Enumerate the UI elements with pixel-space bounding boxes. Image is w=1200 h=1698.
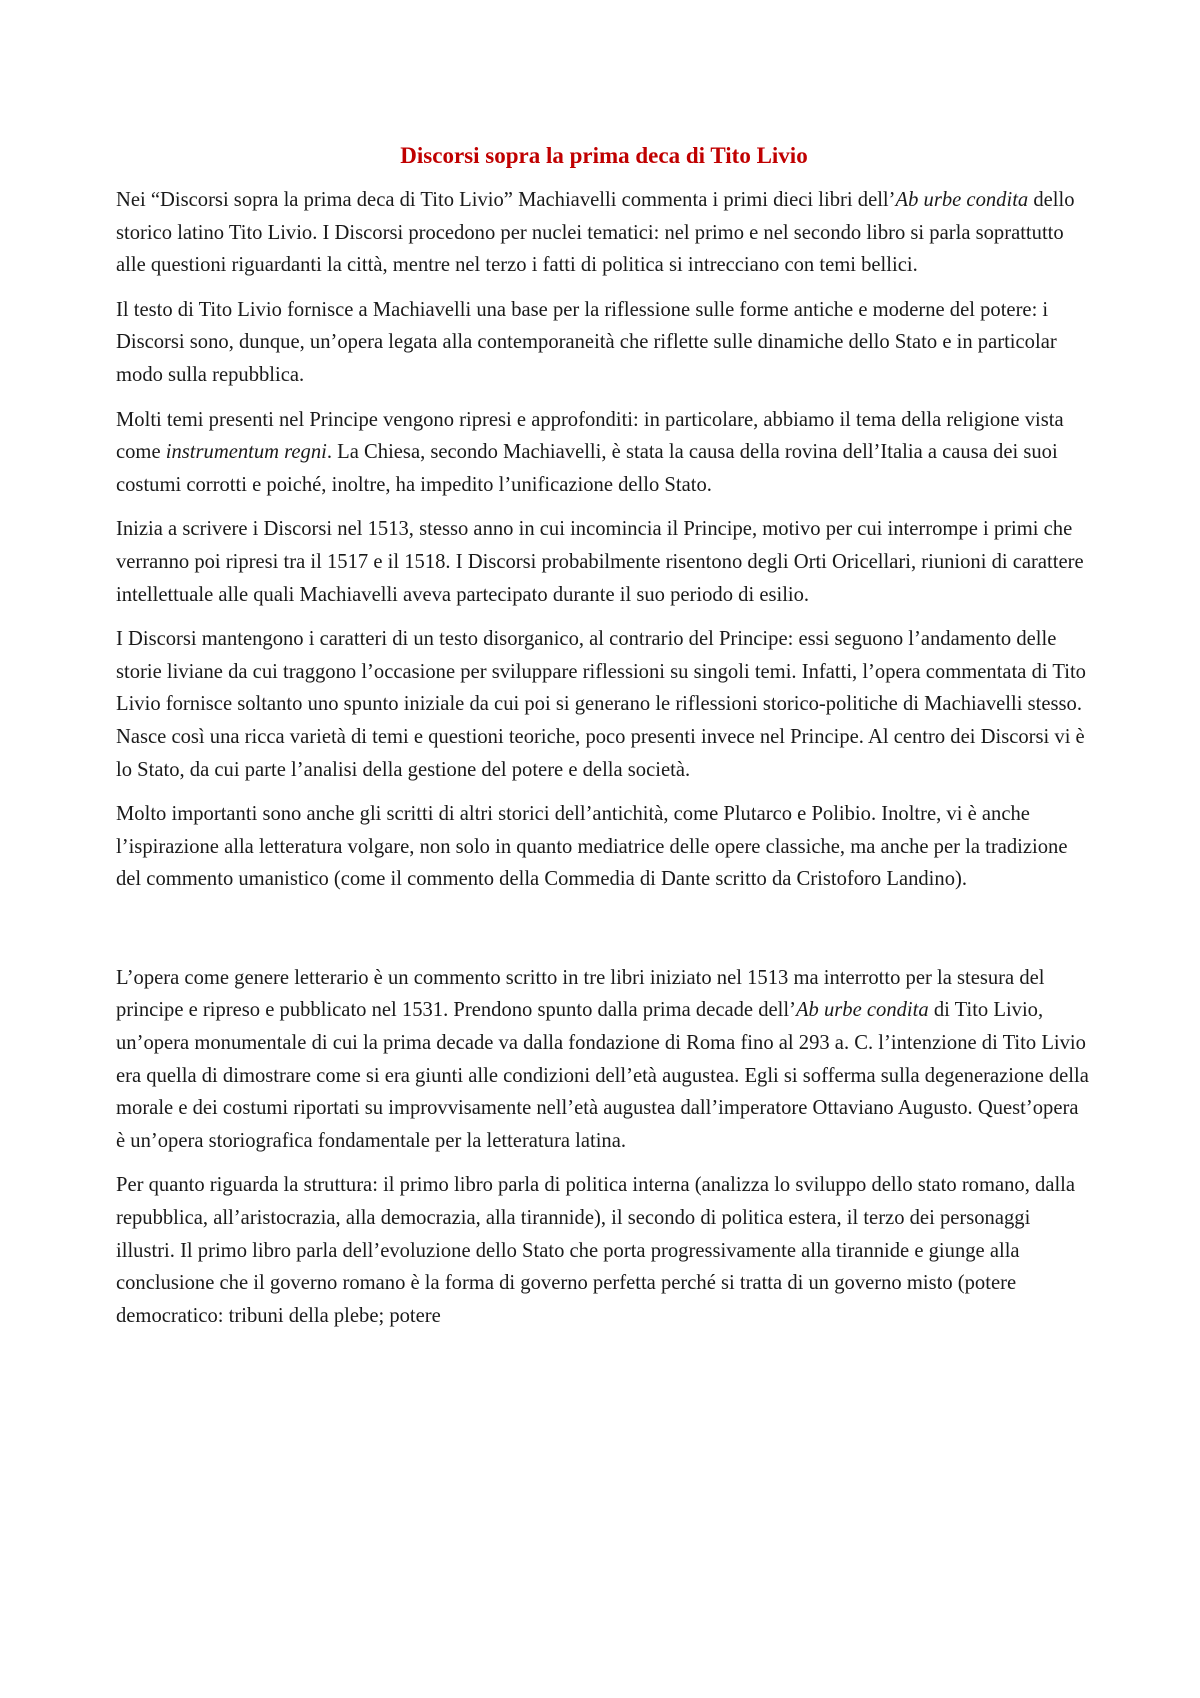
paragraph-1-rest: dello storico latino Tito Livio. I Discorsi procedono per nuclei tematici: nel primo e nel secondo libro si parla soprattutto alle questioni riguardanti la città, mentre nel terzo i fatti di politica si intrecciano con temi bellici.: [116, 189, 1075, 277]
paragraph-7: [116, 962, 1092, 1158]
paragraph-3-rest: . La Chiesa, secondo Machiavelli, è stata la causa della rovina dell’Italia a causa dei suoi costumi corrotti e poiché, inoltre, ha impedito l’unificazione dello Stato.: [116, 441, 1058, 496]
document-body: [116, 140, 1092, 1344]
paragraph-3-italic: instrumentum regni: [165, 441, 327, 464]
paragraph-7-rest: di Tito Livio, un’opera monumentale di cui la prima decade va dalla fondazione di Roma fino al 293 a. C. l’intenzione di Tito Livio era quella di dimostrare come si era giunti alle condizioni dell’età augustea. Egli si sofferma sulla degenerazione della morale e dei costumi riportati su improvvisamente nell’età augustea dall’imperatore Ottaviano Augusto. Quest’opera è un’opera storiografica fondamentale per la letteratura latina.: [116, 999, 1089, 1152]
blank-line: [116, 908, 1092, 962]
paragraph-3: [116, 404, 1092, 502]
paragraph-7-intro: L’opera come genere letterario è un commento scritto in tre libri iniziato nel 1513 ma interrotto per la stesura del principe e ripreso e pubblicato nel 1531. Prendono spunto dalla prima decade dell’: [116, 966, 1045, 1022]
paragraph-1-intro: Nei “Discorsi sopra la prima deca di Tito Livio” Machiavelli commenta i primi dieci libri dell’: [116, 189, 896, 211]
paragraph-4: Inizia a scrivere i Discorsi nel 1513, stesso anno in cui incomincia il Principe, motivo per cui interrompe i primi che verranno poi ripresi tra il 1517 e il 1518. I Discorsi probabilmente risentono degli Orti Oricellari, riunioni di carattere intellettuale alle quali Machiavelli aveva partecipato durante il suo periodo di esilio.: [116, 518, 1084, 606]
paragraph-1-italic: Ab urbe condita: [895, 189, 1029, 211]
page-title: Discorsi sopra la prima deca di Tito Livio: [400, 143, 808, 168]
paragraph-1: [116, 184, 1092, 282]
paragraph-8: Per quanto riguarda la struttura: il primo libro parla di politica interna (analizza lo sviluppo dello stato romano, dalla repubblica, all’aristocrazia, alla democrazia, alla tirannide), il secondo di politica estera, il terzo dei personaggi illustri. Il primo libro parla dell’evoluzione dello Stato che porta progressivamente alla tirannide e giunge alla conclusione che il governo romano è la forma di governo perfetta perché si tratta di un governo misto (potere democratico: tribuni della plebe; potere: [116, 1174, 1076, 1327]
paragraph-6: Molto importanti sono anche gli scritti di altri storici dell’antichità, come Plutarco e Polibio. Inoltre, vi è anche l’ispirazione alla letteratura volgare, non solo in quanto mediatrice delle opere classiche, ma anche per la tradizione del commento umanistico (come il commento della Commedia di Dante scritto da Cristoforo Landino).: [116, 803, 1068, 891]
paragraph-5: I Discorsi mantengono i caratteri di un testo disorganico, al contrario del Principe: essi seguono l’andamento delle storie liviane da cui traggono l’occasione per sviluppare riflessioni su singoli temi. Infatti, l’opera commentata di Tito Livio fornisce soltanto uno spunto iniziale da cui poi si generano le riflessioni storico-politiche di Machiavelli stesso. Nasce così una ricca varietà di temi e questioni teoriche, poco presenti invece nel Principe. Al centro dei Discorsi vi è lo Stato, da cui parte l’analisi della gestione del potere e della società.: [116, 628, 1086, 781]
paragraph-3-intro: Molti temi presenti nel Principe vengono ripresi e approfonditi: in particolare, abbiamo il tema della religione vista come: [116, 408, 1064, 464]
paragraph-7-italic: Ab urbe condita: [795, 999, 929, 1022]
paragraph-2: Il testo di Tito Livio fornisce a Machiavelli una base per la riflessione sulle forme antiche e moderne del potere: i Discorsi sono, dunque, un’opera legata alla contemporaneità che riflette sulle dinamiche dello Stato e in particolar modo sulla repubblica.: [116, 298, 1057, 386]
